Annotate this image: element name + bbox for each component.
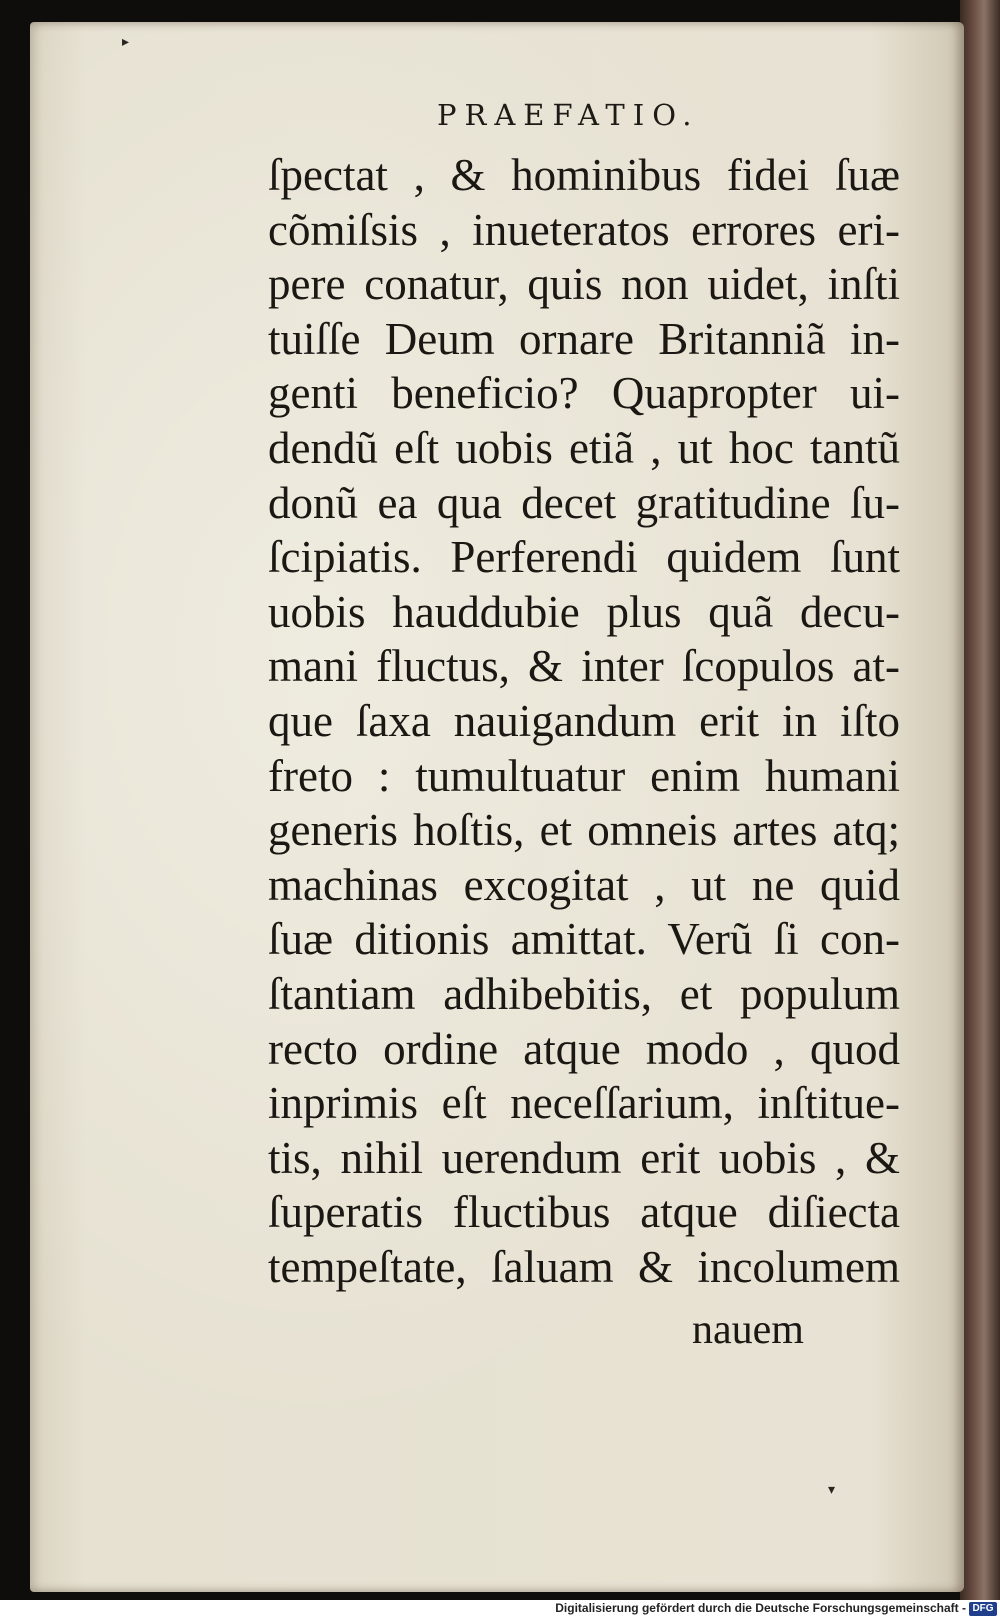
text-line: pere conatur, quis non uidet, inſti (268, 259, 900, 310)
text-line: cõmiſsis , inueteratos errores eri- (268, 204, 900, 255)
text-line: tis, nihil uerendum erit uobis , & (268, 1132, 900, 1183)
text-line: recto ordine atque modo , quod (268, 1023, 900, 1074)
text-line: machinas excogitat , ut ne quid (268, 859, 900, 910)
catchword: nauem (692, 1307, 804, 1353)
text-line: generis hoſtis, et omneis artes atq; (268, 805, 900, 856)
digitization-credit: Digitalisierung gefördert durch die Deutsche Forschungsgemeinschaft - (555, 1601, 966, 1615)
text-line: genti beneficio? Quapropter ui- (268, 368, 900, 419)
body-text (268, 148, 900, 1294)
text-line: que ſaxa nauigandum erit in iſto (268, 695, 900, 746)
running-head: PRAEFATIO. (437, 98, 700, 132)
book-page-edges (960, 0, 1000, 1600)
text-line: tuiſſe Deum ornare Britanniã in- (268, 313, 900, 364)
text-line: donũ ea qua decet gratitudine ſu- (268, 477, 900, 528)
text-line: ſtantiam adhibebitis, et populum (268, 968, 900, 1019)
text-line: freto : tumultuatur enim humani (268, 750, 900, 801)
text-line: ſcipiatis. Perferendi quidem ſunt (268, 532, 900, 583)
text-line: dendũ eſt uobis etiã , ut hoc tantũ (268, 422, 900, 473)
dfg-logo: DFG (969, 1602, 997, 1616)
text-line: mani fluctus, & inter ſcopulos at- (268, 641, 900, 692)
text-line: uobis hauddubie plus quã decu- (268, 586, 900, 637)
text-line: tempeſtate, ſaluam & incolumem (268, 1241, 900, 1292)
text-line: inprimis eſt neceſſarium, inſtitue- (268, 1078, 900, 1129)
text-line: ſuperatis fluctibus atque diſiecta (268, 1187, 900, 1238)
margin-dot-icon: ▾ (828, 1482, 836, 1498)
text-line: ſpectat , & hominibus fidei ſuæ (268, 150, 900, 200)
text-line: ſuæ ditionis amittat. Verũ ſi con- (268, 914, 900, 965)
margin-mark-icon: ▸ (122, 34, 130, 50)
